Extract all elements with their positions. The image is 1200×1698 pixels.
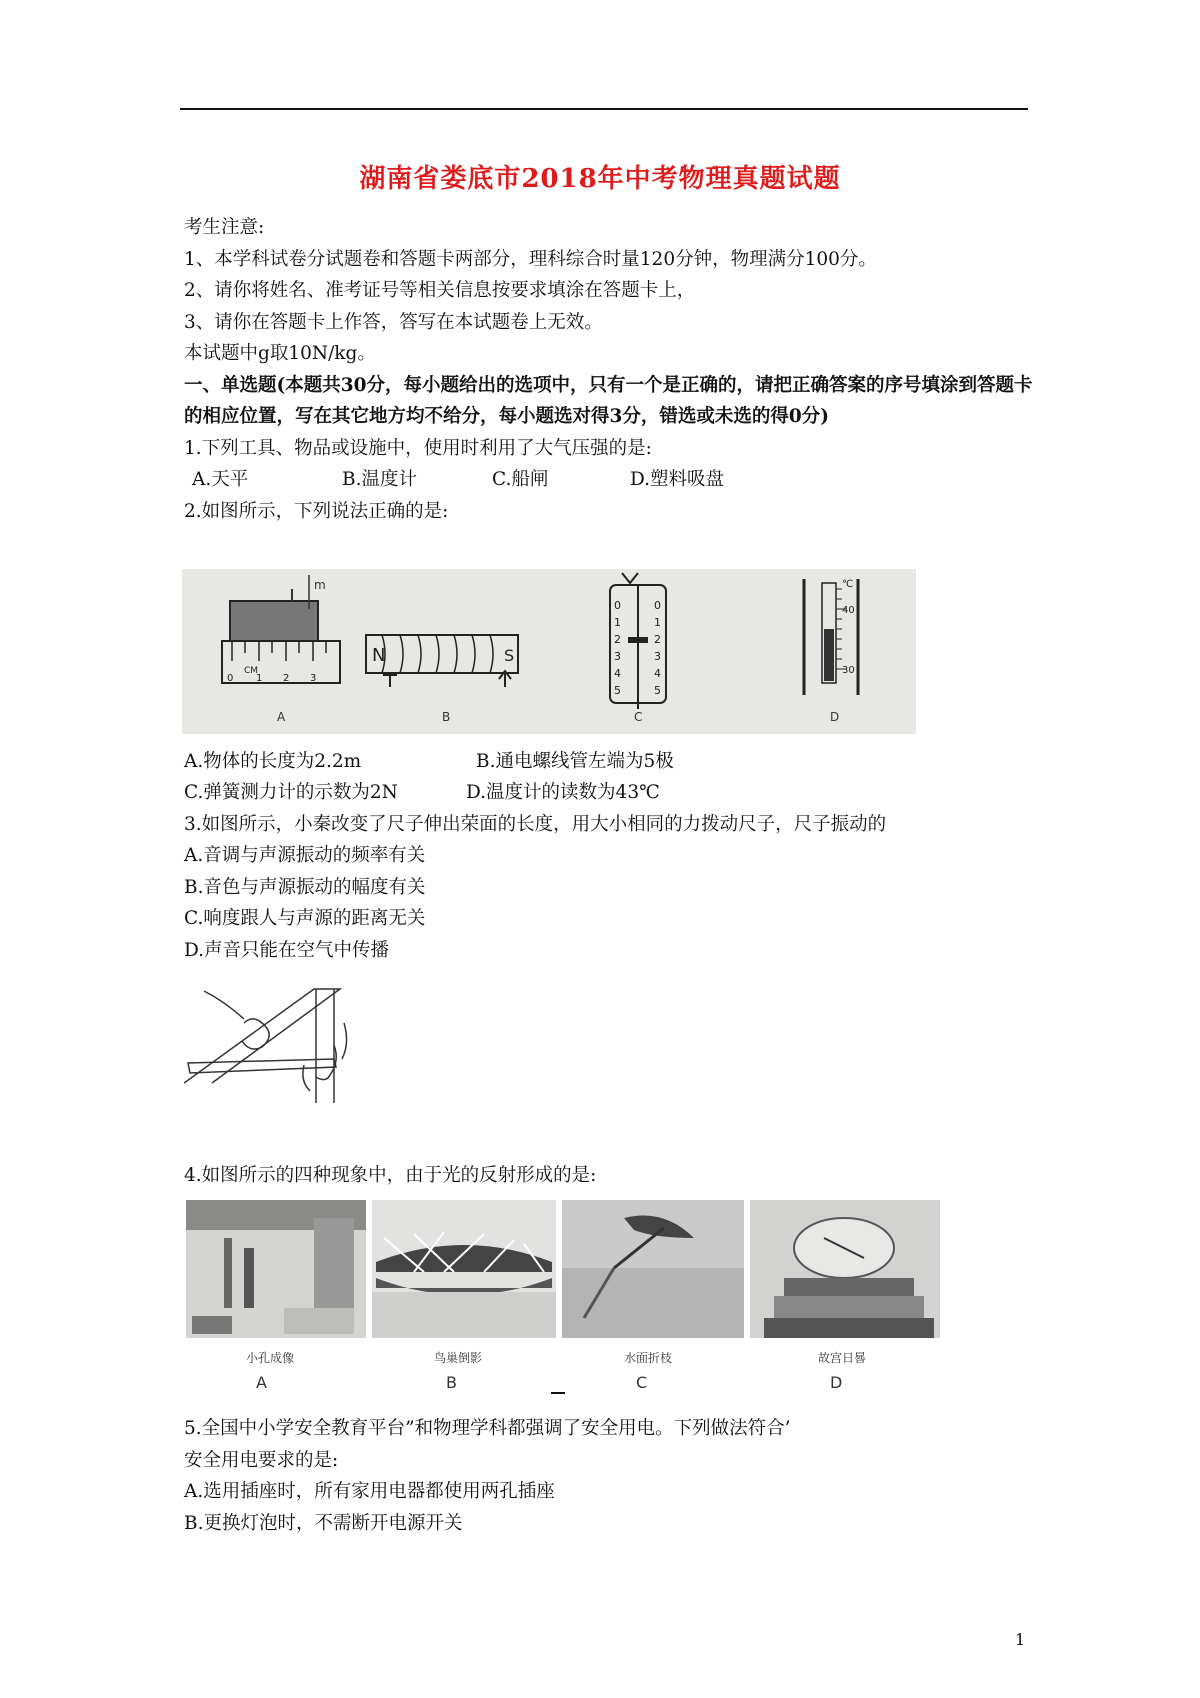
q2-option-b: B.通电螺线管左端为5极 (476, 751, 674, 772)
g-note: 本试题中g取10N/kg。 (184, 343, 376, 364)
scale-left-1: 1 (614, 616, 621, 629)
notice-item-2: 2、请你将姓名、准考证号等相关信息按要求填涂在答题卡上， (184, 280, 696, 301)
q1-option-c: C.船闸 (492, 469, 549, 490)
page-number: 1 (1015, 1630, 1026, 1649)
fig2-letter-b: B (442, 710, 451, 724)
fig2-letter-d: D (830, 710, 840, 724)
q2-stem: 2.如图所示，下列说法正确的是: (184, 500, 449, 522)
q2-figure-drawing (182, 569, 916, 734)
scale-right-5: 5 (654, 684, 661, 697)
fig-b-solenoid (366, 635, 518, 687)
coil-left-label: N (372, 645, 386, 666)
caption-sundial: 故宫日晷 (818, 1351, 867, 1365)
scale-right-4: 4 (654, 667, 661, 680)
scale-left-4: 4 (614, 667, 621, 680)
q2-option-a: A.物体的长度为2.2m (184, 751, 362, 772)
fig-a-ruler (222, 575, 340, 684)
fig2-letter-a: A (277, 710, 286, 724)
q3-option-a: A.音调与声源振动的频率有关 (184, 845, 426, 866)
scale-right-3: 3 (654, 650, 661, 663)
thermo-unit: ℃ (842, 579, 854, 590)
q2-options-row-1 (184, 746, 674, 778)
fig2-letter-c: C (634, 710, 643, 724)
svg-text:m: m (314, 578, 326, 592)
caption-bent-branch: 水面折枝 (624, 1351, 673, 1365)
scale-right-2: 2 (654, 633, 661, 646)
scale-left-0: 0 (614, 599, 621, 612)
q3-stem: 3.如图所示，小秦改变了尺子伸出荣面的长度，用大小相同的力拨动尺子，尺子振动的 (184, 814, 887, 835)
q3-option-d: D.声音只能在空气中传播 (184, 940, 390, 961)
ruler-tick-1: 1 (256, 673, 263, 684)
q1-options (184, 464, 1034, 496)
q1-stem: 1.下列工具、物品或设施中，使用时利用了大气压强的是: (184, 437, 652, 459)
q2-figure (182, 569, 916, 734)
fig-c-spring-scale (610, 573, 666, 709)
q2-option-d: D.温度计的读数为43℃ (466, 782, 660, 803)
notice-item-3: 3、请你在答题卡上作答，答写在本试题卷上无效。 (184, 311, 603, 333)
ruler-tick-2: 2 (283, 673, 290, 684)
q5-option-a: A.选用插座时，所有家用电器都使用两孔插座 (184, 1481, 555, 1502)
q2-options-row-2 (184, 777, 660, 809)
ruler-unit: CM (244, 666, 259, 676)
ruler-tick-0: 0 (227, 673, 234, 684)
photo-pinhole (186, 1200, 366, 1338)
scale-left-3: 3 (614, 650, 621, 663)
photo-bent-branch (562, 1200, 744, 1338)
q5-option-b: B.更换灯泡时，不需断开电源开关 (184, 1513, 463, 1534)
q5-stem-line-2: 安全用电要求的是: (184, 1450, 339, 1471)
scale-right-1: 1 (654, 616, 661, 629)
q1-option-a: A.天平 (192, 469, 249, 490)
photo-letter-b: B (446, 1373, 457, 1392)
thermo-tick-30: 30 (842, 665, 855, 676)
thermo-tick-40: 40 (842, 605, 855, 616)
q5-stem-line-1: 5.全国中小学安全教育平台”和物理学科都强调了安全用电。下列做法符合’ (184, 1418, 791, 1439)
scale-left-5: 5 (614, 684, 621, 697)
photo-birds-nest-reflection (372, 1200, 556, 1338)
q3-option-c: C.响度跟人与声源的距离无关 (184, 908, 426, 929)
section-heading-single-choice: 一、单选题(本题共30分，每小题给出的选项中，只有一个是正确的，请把正确答案的序号填涂到答题卡的相应位置，写在其它地方均不给分，每小题选对得3分，错选或未选的得0分) (184, 374, 1033, 427)
q4-photos (184, 1198, 982, 1396)
ruler-tick-3: 3 (310, 673, 317, 684)
ruler-on-table-drawing (184, 983, 354, 1113)
caption-pinhole: 小孔成像 (246, 1351, 295, 1365)
photo-sundial (750, 1200, 940, 1338)
separator-dash (551, 1392, 565, 1394)
q4-stem: 4.如图所示的四种现象中，由于光的反射形成的是: (184, 1165, 597, 1186)
caption-birds-nest: 鸟巢倒影 (434, 1351, 483, 1365)
q1-option-b: B.温度计 (342, 469, 417, 490)
notice-heading: 考生注意: (184, 217, 265, 238)
q2-option-c: C.弹簧测力计的示数为2N (184, 782, 398, 803)
q3-option-b: B.音色与声源振动的幅度有关 (184, 877, 426, 898)
q3-figure (184, 983, 354, 1113)
q1-option-d: D.塑料吸盘 (630, 469, 725, 490)
coil-right-label: S (504, 646, 515, 665)
header-rule (180, 108, 1028, 110)
scale-right-0: 0 (654, 599, 661, 612)
q4-figure (184, 1198, 982, 1396)
photo-letter-c: C (636, 1373, 648, 1392)
document-body (184, 212, 1034, 527)
scale-left-2: 2 (614, 633, 621, 646)
notice-item-1: 1、本学科试卷分试题卷和答题卡两部分，理科综合时量120分钟，物理满分100分。 (184, 248, 877, 270)
fig-d-thermometer (804, 579, 858, 695)
page-title: 湖南省娄底市2018年中考物理真题试题 (359, 164, 841, 194)
photo-letter-d: D (830, 1373, 843, 1392)
photo-letter-a: A (256, 1373, 267, 1392)
